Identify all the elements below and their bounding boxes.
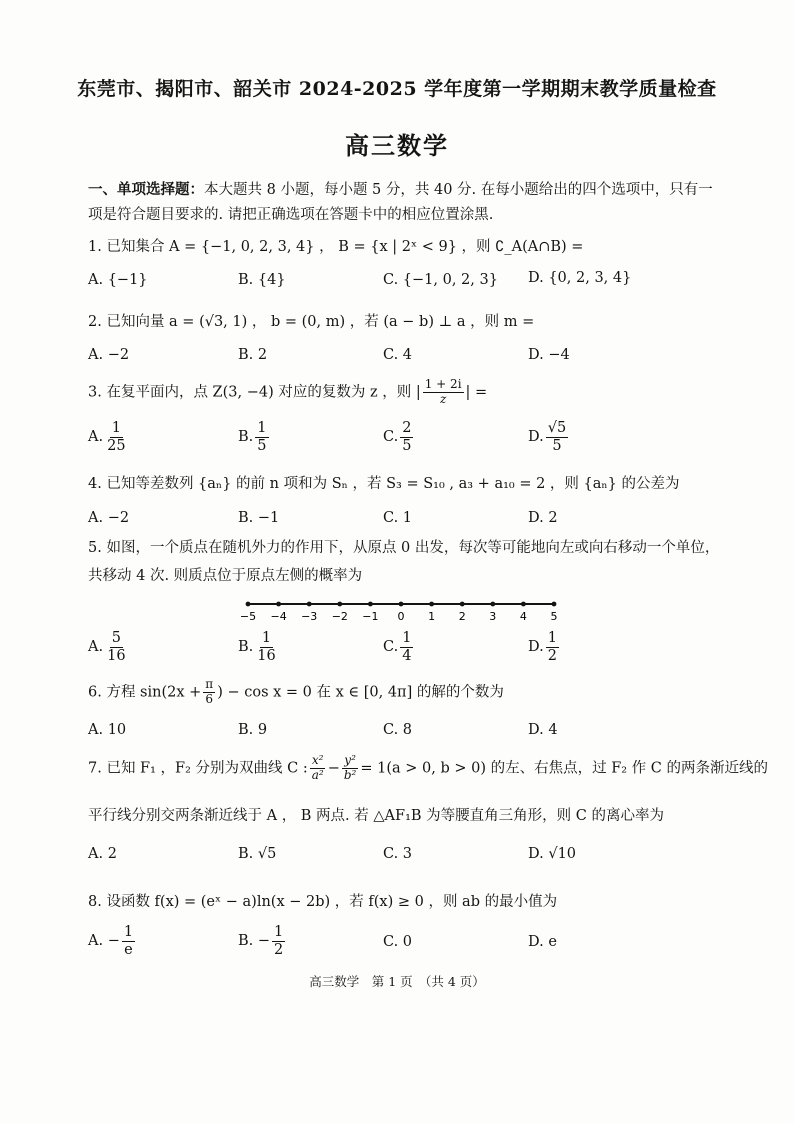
number-line-figure xyxy=(236,598,566,624)
q7-a-squared: a² xyxy=(311,767,324,782)
number-line-tick xyxy=(246,602,251,607)
number-line-label: 2 xyxy=(458,610,466,623)
q7-y-squared: y² xyxy=(344,753,356,767)
q5-option-b xyxy=(238,630,280,664)
q7-option-c: C. 3 xyxy=(383,846,413,862)
q5-option-a-num: 5 xyxy=(111,630,121,646)
number-line-tick xyxy=(521,602,526,607)
q5-option-b-fraction xyxy=(255,630,277,664)
question-4-stem: 4. 已知等差数列 {aₙ} 的前 n 项和为 Sₙ ，若 S₃ = S₁₀ , a₃ + a₁₀ = 2 ，则 {aₙ} 的公差为 xyxy=(88,476,680,492)
q3-option-d-num: √5 xyxy=(547,420,567,436)
q6-stem-fraction xyxy=(203,678,215,707)
question-2-stem: 2. 已知向量 a = (√3, 1) ， b = (0, m) ，若 (a − b) ⊥ a ，则 m = xyxy=(88,314,535,330)
number-line-label: 4 xyxy=(519,610,527,623)
number-line-label: −4 xyxy=(270,610,287,623)
number-line-tick xyxy=(552,602,557,607)
q3-option-b xyxy=(238,420,271,454)
section-intro-text-1: 本大题共 8 小题，每小题 5 分，共 40 分. 在每小题给出的四个选项中，只有一 xyxy=(204,182,713,198)
q7-fraction-y xyxy=(342,754,359,783)
q8-option-b-num: 1 xyxy=(274,924,284,940)
number-line-tick xyxy=(307,602,312,607)
q5-option-b-den: 16 xyxy=(257,647,276,664)
q5-option-a-label: A. xyxy=(88,639,104,656)
q3-stem-numerator: 1 + 2i xyxy=(424,377,462,391)
q3-option-d-den: 5 xyxy=(552,437,562,454)
q3-option-b-num: 1 xyxy=(257,420,267,436)
q3-option-b-den: 5 xyxy=(257,437,267,454)
q6-stem-text-b: ) − cos x = 0 在 x ∈ [0, 4π] 的解的个数为 xyxy=(217,684,504,701)
exam-title: 东莞市、揭阳市、韶关市 2024-2025 学年度第一学期期末教学质量检查 xyxy=(77,78,717,100)
question-7-stem-line-1: 7. 已知 F₁ ，F₂ 分别为双曲线 C : $\frac{\text{x²}}{\text{a²}}$ − $\frac{\text{y²}}{\text{b²}}$ = 1(a > 0, b > 0) 的左、右焦点，过 F₂ 作 C 的两条渐近线的 xyxy=(88,753,768,782)
q5-option-d-fraction xyxy=(546,630,559,664)
q3-stem-text-b: | = xyxy=(465,384,488,401)
q7-stem-text-a: 7. 已知 F₁ ，F₂ 分别为双曲线 C : xyxy=(88,760,308,777)
q8-option-c: C. 0 xyxy=(383,934,413,950)
q3-option-d-fraction xyxy=(546,420,568,454)
number-line-tick xyxy=(276,602,281,607)
q3-option-a-den: 25 xyxy=(107,437,126,454)
q5-option-c xyxy=(383,630,415,664)
question-8-stem: 8. 设函数 f(x) = (eˣ − a)ln(x − 2b) ，若 f(x) ≥ 0 ，则 ab 的最小值为 xyxy=(88,894,558,910)
q3-option-b-label: B. xyxy=(238,429,254,446)
question-5-stem-line-1: 5. 如图，一个质点在随机外力的作用下，从原点 0 出发，每次等可能地向左或向右移动一个单位， xyxy=(88,540,720,556)
q5-option-b-label: B. xyxy=(238,639,254,656)
q6-option-a: A. 10 xyxy=(88,722,127,738)
number-line-tick xyxy=(490,602,495,607)
q8-option-d: D. e xyxy=(528,934,557,950)
q7-stem-text-b: = 1(a > 0, b > 0) 的左、右焦点，过 F₂ 作 C 的两条渐近线的 xyxy=(360,760,768,777)
q2-option-a: A. −2 xyxy=(88,347,130,363)
q5-option-d-den: 2 xyxy=(547,647,557,664)
q3-option-d-label: D. xyxy=(528,429,544,446)
q8-option-a-fraction xyxy=(122,924,135,958)
q4-option-d: D. 2 xyxy=(528,510,558,526)
number-line-label: −5 xyxy=(239,610,257,623)
number-line-label: −3 xyxy=(301,610,318,623)
q7-option-b: B. √5 xyxy=(238,846,277,862)
q7-option-d: D. √10 xyxy=(528,846,577,862)
question-7-stem-line-2: 平行线分别交两条渐近线于 A ， B 两点. 若 △AF₁B 为等腰直角三角形，则 C 的离心率为 xyxy=(88,808,664,824)
q6-stem-numerator: π xyxy=(205,677,214,691)
q3-stem-text-a: 3. 在复平面内，点 Z(3, −4) 对应的复数为 z ，则 | xyxy=(88,384,421,401)
question-3-stem xyxy=(88,378,487,407)
q3-option-a xyxy=(88,420,130,454)
q4-option-b: B. −1 xyxy=(238,510,280,526)
q3-stem-denominator: z xyxy=(439,391,447,406)
number-line-label: −2 xyxy=(331,610,348,623)
q7-option-a: A. 2 xyxy=(88,846,117,862)
q6-stem-text-a: 6. 方程 sin(2x + xyxy=(88,684,202,701)
q5-option-b-num: 1 xyxy=(261,630,272,646)
page-footer: 高三数学 第 1 页 （共 4 页） xyxy=(309,974,485,989)
q3-option-b-fraction xyxy=(255,420,268,454)
number-line-tick xyxy=(337,602,342,607)
q8-option-a-num: 1 xyxy=(123,924,134,940)
q6-option-d: D. 4 xyxy=(528,722,558,738)
q1-option-b: B. {4} xyxy=(238,272,286,288)
q2-option-b: B. 2 xyxy=(238,347,268,363)
q7-fraction-x xyxy=(310,754,326,783)
q8-option-b xyxy=(238,924,287,958)
number-line-tick xyxy=(429,602,434,607)
q2-option-d: D. −4 xyxy=(528,347,570,363)
q1-option-a: A. {−1} xyxy=(88,272,148,288)
q5-option-a-den: 16 xyxy=(107,647,126,664)
number-line-label: 1 xyxy=(428,610,436,623)
q3-option-c-den: 5 xyxy=(402,437,412,454)
section-heading: 一、单项选择题： xyxy=(88,181,204,198)
q8-option-b-fraction xyxy=(272,924,285,958)
section-intro-line-1 xyxy=(88,178,713,199)
q3-option-a-fraction xyxy=(105,420,127,454)
q3-option-a-label: A. xyxy=(88,429,104,446)
section-intro-line-2: 项是符合题目要求的. 请把正确选项在答题卡中的相应位置涂黑. xyxy=(88,207,494,223)
q1-option-d: D. {0, 2, 3, 4} xyxy=(528,270,632,286)
q6-stem-denominator: 6 xyxy=(205,691,214,706)
q7-x-squared: x² xyxy=(311,753,324,767)
question-1-stem: 1. 已知集合 A = {−1, 0, 2, 3, 4} ， B = {x | 2ˣ < 9} ，则 ∁_A(A∩B) = xyxy=(88,239,584,255)
q8-option-b-label: B. − xyxy=(238,933,271,950)
q3-option-d xyxy=(528,420,570,454)
q5-option-d-label: D. xyxy=(528,639,544,656)
q5-option-d xyxy=(528,630,561,664)
number-line-label: 5 xyxy=(550,610,558,623)
q6-option-c: C. 8 xyxy=(383,722,413,738)
q8-option-a-label: A. − xyxy=(88,933,120,950)
q4-option-c: C. 1 xyxy=(383,510,413,526)
q5-option-c-num: 1 xyxy=(402,630,412,646)
number-line-label: 0 xyxy=(397,610,405,623)
q3-option-c-label: C. xyxy=(383,429,399,446)
q3-option-c-fraction xyxy=(400,420,413,454)
q4-option-a: A. −2 xyxy=(88,510,130,526)
number-line-tick xyxy=(460,602,465,607)
q8-option-b-den: 2 xyxy=(274,941,284,958)
q5-option-a-fraction xyxy=(105,630,127,664)
q5-option-a xyxy=(88,630,130,664)
q3-stem-fraction xyxy=(423,378,464,407)
q3-option-c xyxy=(383,420,415,454)
q5-option-c-fraction xyxy=(400,630,413,664)
number-line-tick xyxy=(399,602,404,607)
q6-option-b: B. 9 xyxy=(238,722,268,738)
q2-option-c: C. 4 xyxy=(383,347,413,363)
question-6-stem xyxy=(88,678,504,707)
exam-subject: 高三数学 xyxy=(345,131,449,160)
q8-option-a-den: e xyxy=(124,941,133,958)
q1-option-c: C. {−1, 0, 2, 3} xyxy=(383,272,498,288)
q7-b-squared: b² xyxy=(343,767,357,782)
q3-option-c-num: 2 xyxy=(402,420,412,436)
number-line-tick xyxy=(368,602,373,607)
q5-option-c-den: 4 xyxy=(402,647,412,664)
number-line-label: −1 xyxy=(362,610,379,623)
q8-option-a xyxy=(88,924,137,958)
q5-option-d-num: 1 xyxy=(547,630,557,646)
q3-option-a-num: 1 xyxy=(111,420,121,436)
number-line-label: 3 xyxy=(489,610,497,623)
q5-option-c-label: C. xyxy=(383,639,399,656)
question-5-stem-line-2: 共移动 4 次. 则质点位于原点左侧的概率为 xyxy=(88,568,363,584)
